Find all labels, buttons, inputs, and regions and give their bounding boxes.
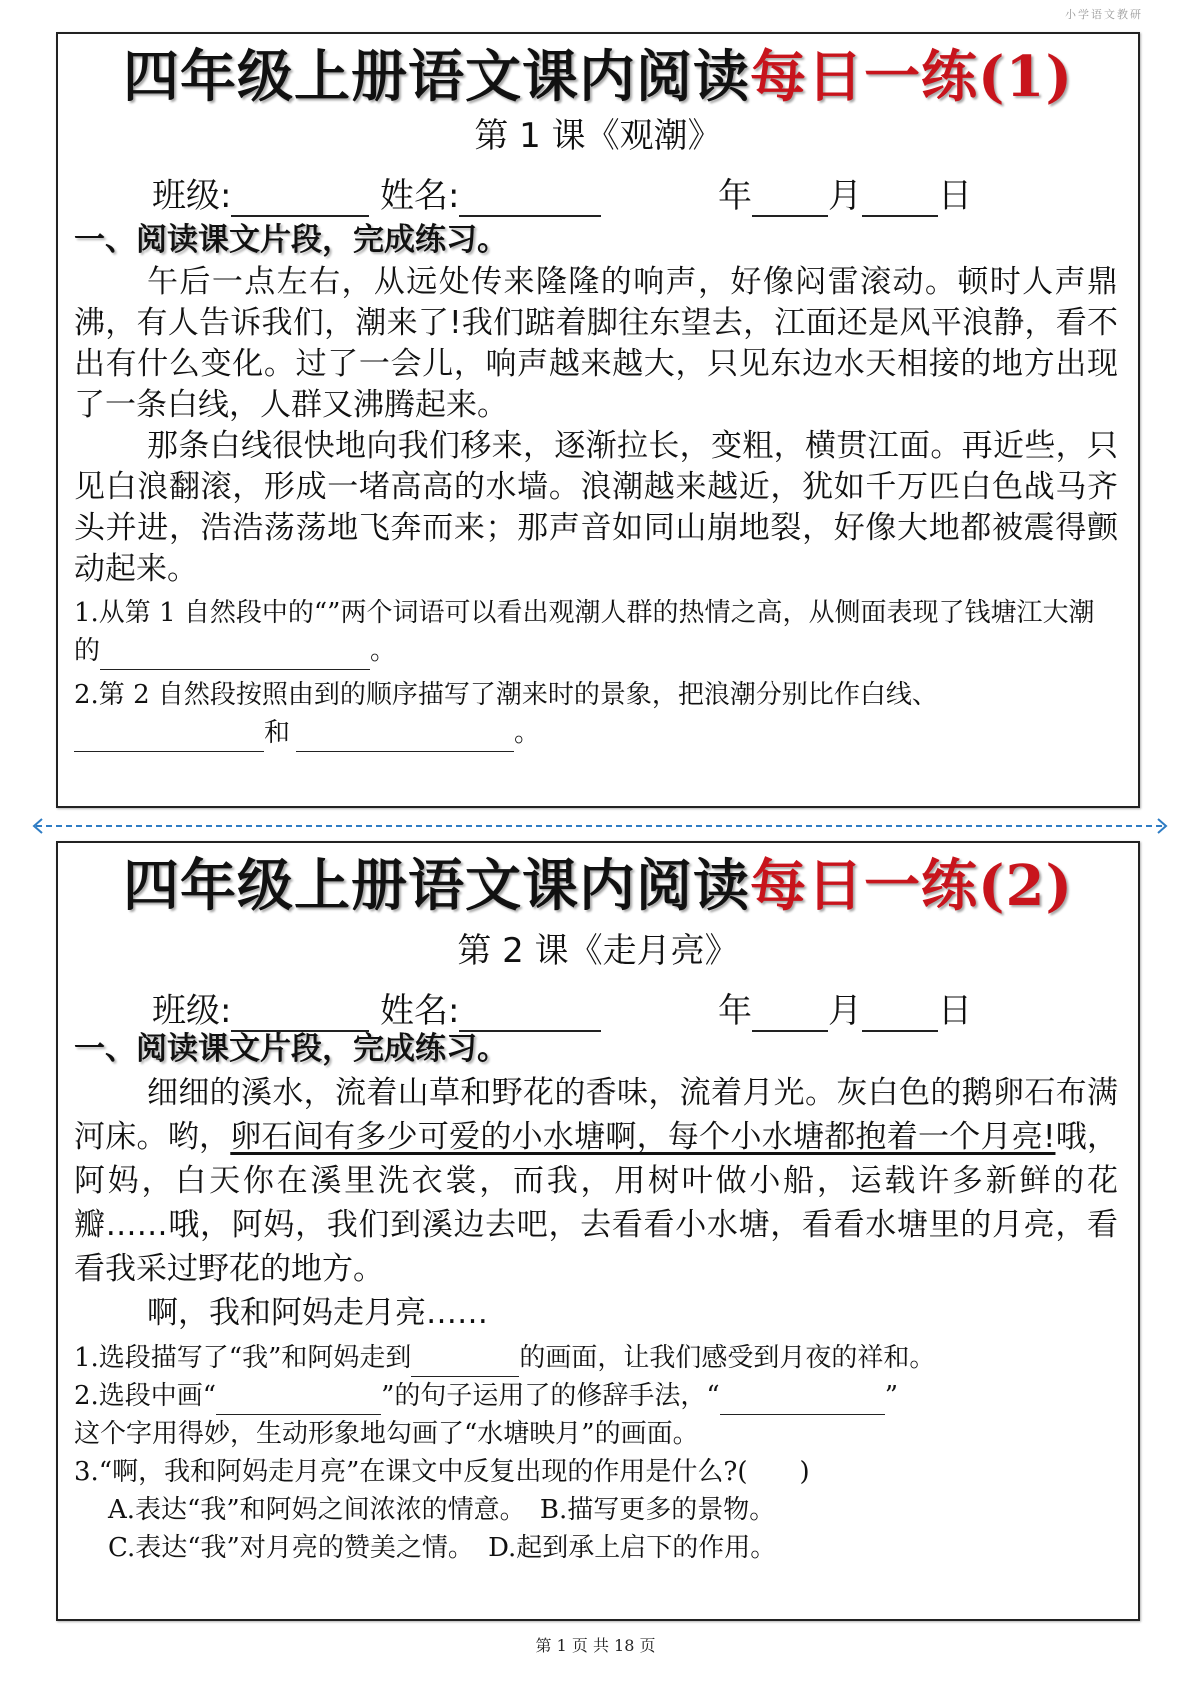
lesson-title: 第 1 课《观潮》 bbox=[474, 116, 722, 156]
punctuation: 。 bbox=[370, 636, 397, 666]
day-blank[interactable] bbox=[862, 181, 938, 217]
section-heading: 一、阅读课文片段，完成练习。 bbox=[74, 1031, 508, 1067]
question-text: 1.从第 1 自然段中的“”两个词语可以看出观潮人群的热情之高，从侧面表现了钱塘江大潮的 bbox=[74, 598, 1095, 666]
title-text: 四年级上册语文课内阅读 bbox=[123, 44, 751, 110]
name-field[interactable] bbox=[380, 168, 601, 217]
question-text: ” bbox=[884, 1381, 898, 1411]
answer-blank[interactable] bbox=[296, 725, 514, 752]
options-row bbox=[108, 1491, 1138, 1529]
punctuation: 。 bbox=[514, 718, 541, 748]
name-label: 姓名: bbox=[380, 176, 460, 216]
passage-paragraph: 那条白线很快地向我们移来，逐渐拉长，变粗，横贯江面。再近些，只见白浪翻滚，形成一堵高高的水墙。浪潮越来越近，犹如千万匹白色战马齐头并进，浩浩荡荡地飞奔而来；那声音如同山崩地裂，好像大地都被震得颤动起来。 bbox=[74, 428, 1118, 587]
lesson-title: 第 2 课《走月亮》 bbox=[457, 931, 739, 971]
option-c[interactable]: C.表达“我”对月亮的赞美之情。 bbox=[108, 1533, 474, 1563]
class-blank[interactable] bbox=[231, 181, 369, 217]
question-text: 2.选段中画“ bbox=[74, 1381, 217, 1411]
answer-blank[interactable] bbox=[216, 1388, 381, 1415]
class-label: 班级: bbox=[152, 991, 232, 1031]
question-1 bbox=[74, 1339, 1118, 1377]
name-label: 姓名: bbox=[380, 991, 460, 1031]
day-blank[interactable] bbox=[862, 996, 938, 1032]
day-label: 日 bbox=[938, 991, 972, 1031]
name-blank[interactable] bbox=[459, 996, 601, 1032]
title-highlight: 每日一练(2) bbox=[750, 853, 1073, 919]
worksheet-title bbox=[58, 42, 1138, 112]
month-blank[interactable] bbox=[752, 996, 828, 1032]
date-field[interactable] bbox=[718, 168, 972, 217]
month-label: 月 bbox=[828, 176, 862, 216]
passage-paragraph: 啊，我和阿妈走月亮…… bbox=[147, 1295, 488, 1331]
underlined-sentence: 卵石间有多少可爱的小水塘啊，每个小水塘都抱着一个月亮! bbox=[230, 1119, 1056, 1155]
page-footer: 第 1 页 共 18 页 bbox=[535, 1636, 656, 1655]
header-watermark: 小学语文教研 bbox=[1065, 8, 1143, 21]
class-field[interactable] bbox=[152, 168, 369, 217]
student-info-row bbox=[58, 160, 1138, 218]
question-2 bbox=[74, 1377, 1118, 1453]
name-field[interactable] bbox=[380, 983, 601, 1032]
option-d[interactable]: D.起到承上启下的作用。 bbox=[488, 1533, 777, 1563]
section-heading: 一、阅读课文片段，完成练习。 bbox=[74, 222, 508, 258]
class-label: 班级: bbox=[152, 176, 232, 216]
class-blank[interactable] bbox=[231, 996, 369, 1032]
question-text: 和 bbox=[264, 718, 291, 748]
passage-text: 哦，阿妈，白天你在溪里洗衣裳，而我，用树叶做小船，运载许多新鲜的花瓣……哦，阿妈，我们到溪边去吧，去看看小水塘，看看水塘里的月亮，看看我采过野花的地方。 bbox=[74, 1119, 1118, 1287]
worksheet-1 bbox=[56, 32, 1140, 808]
student-info-row bbox=[58, 975, 1138, 1033]
year-label: 年 bbox=[718, 176, 752, 216]
cut-line-divider bbox=[30, 818, 1170, 834]
answer-blank[interactable] bbox=[411, 1350, 519, 1377]
name-blank[interactable] bbox=[459, 181, 601, 217]
worksheet-title bbox=[58, 851, 1138, 921]
passage-paragraph bbox=[74, 1071, 1118, 1291]
answer-blank[interactable] bbox=[74, 725, 264, 752]
answer-blank[interactable] bbox=[720, 1388, 885, 1415]
question-1 bbox=[74, 594, 1118, 670]
month-blank[interactable] bbox=[752, 181, 828, 217]
worksheet-2 bbox=[56, 841, 1140, 1621]
answer-blank[interactable] bbox=[100, 643, 370, 670]
day-label: 日 bbox=[938, 176, 972, 216]
year-label: 年 bbox=[718, 991, 752, 1031]
date-field[interactable] bbox=[718, 983, 972, 1032]
option-b[interactable]: B.描写更多的景物。 bbox=[539, 1495, 776, 1525]
passage-text: 细细的溪水，流着山草和野花的香味，流着月光。灰白色的鹅卵石布满河床。哟， bbox=[74, 1075, 1118, 1155]
option-a[interactable]: A.表达“我”和阿妈之间浓浓的情意。 bbox=[108, 1495, 526, 1525]
question-3: 3.“啊，我和阿妈走月亮”在课文中反复出现的作用是什么?( ) bbox=[74, 1457, 810, 1487]
passage-paragraph: 午后一点左右，从远处传来隆隆的响声，好像闷雷滚动。顿时人声鼎沸，有人告诉我们，潮来了!我们踮着脚往东望去，江面还是风平浪静，看不出有什么变化。过了一会儿，响声越来越大，只见东边水天相接的地方出现了一条白线，人群又沸腾起来。 bbox=[74, 264, 1118, 423]
question-text: 这个字用得妙，生动形象地勾画了“水塘映月”的画面。 bbox=[74, 1419, 699, 1449]
question-text: ”的句子运用了的修辞手法，“ bbox=[381, 1381, 720, 1411]
class-field[interactable] bbox=[152, 983, 369, 1032]
title-highlight: 每日一练(1) bbox=[750, 44, 1073, 110]
title-text: 四年级上册语文课内阅读 bbox=[123, 853, 751, 919]
question-text: 2.第 2 自然段按照由到的顺序描写了潮来时的景象，把浪潮分别比作白线、 bbox=[74, 680, 938, 710]
question-text: 1.选段描写了“我”和阿妈走到 bbox=[74, 1343, 412, 1373]
options-row bbox=[108, 1529, 1138, 1567]
question-text: 的画面，让我们感受到月夜的祥和。 bbox=[519, 1343, 936, 1373]
month-label: 月 bbox=[828, 991, 862, 1031]
question-2 bbox=[74, 676, 1118, 752]
